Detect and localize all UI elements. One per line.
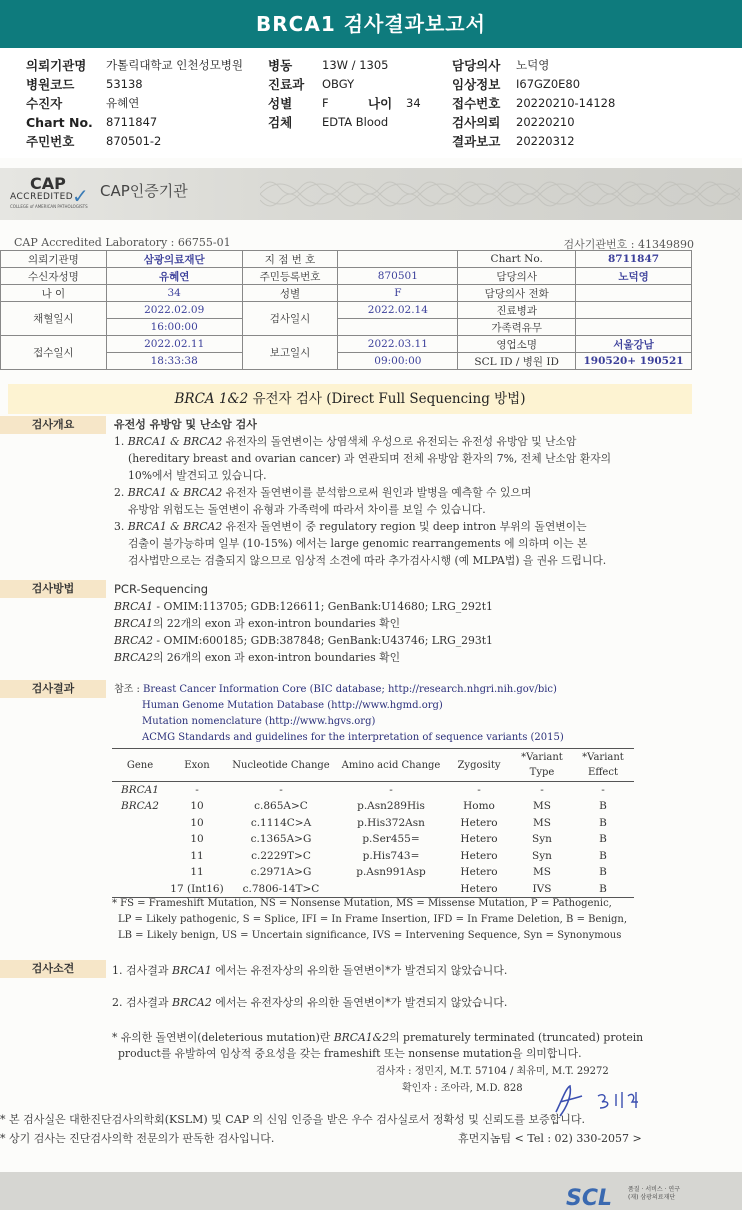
variant-type-cell: MS (533, 800, 551, 813)
info-label: 담당의사 전화 (458, 285, 576, 302)
checkmark-icon: ✓ (72, 184, 89, 208)
overview-body (114, 416, 684, 569)
line-text: 에서는 유전자상의 유의한 돌연변이*가 발견되지 않았습니다. (211, 996, 508, 1009)
info-label: SCL ID / 병원 ID (458, 353, 576, 370)
variant-row (112, 881, 634, 898)
accreditation-note: * 본 검사실은 대한진단검사의학회(KSLM) 및 CAP 의 신임 인증을 받은 우수 검사실로서 정확성 및 신뢰도를 보증합니다. (0, 1113, 586, 1126)
gene-cell (112, 864, 168, 881)
exon-cell: 10 (190, 816, 204, 829)
org-number: 검사기관번호 : 41349890 (563, 238, 694, 251)
info-label: 진료병과 (458, 302, 576, 319)
overview-line: 10%에서 발견되고 있습니다. (128, 469, 267, 482)
header-value: 20220312 (516, 134, 575, 148)
column-header: Exon (168, 749, 226, 782)
opinion-line-2 (112, 994, 682, 1011)
overview-line (114, 433, 684, 450)
exon-cell: 10 (190, 800, 204, 813)
ref-prefix: 참조 : (114, 684, 144, 695)
scl-tagline-line: 품질 · 서비스 · 연구 (628, 1186, 681, 1193)
header-label: 결과보고 (452, 134, 501, 149)
info-value: 2022.03.11 (338, 336, 458, 353)
info-label: 의뢰기관명 (1, 251, 107, 268)
info-row (1, 285, 692, 302)
variant-row (112, 815, 634, 832)
info-value: 870501 (338, 268, 458, 285)
cap-certified-text: CAP인증기관 (100, 182, 188, 200)
variant-effect-cell: B (599, 816, 607, 829)
method-line (114, 649, 684, 666)
info-value: 09:00:00 (338, 353, 458, 370)
info-label: 성별 (242, 285, 338, 302)
gene-name: BRCA2 (172, 996, 212, 1009)
line-text: 2. 검사결과 (112, 996, 172, 1009)
variant-row (112, 782, 634, 799)
variant-effect-cell: B (599, 849, 607, 862)
nucleotide-cell: c.2971A>G (250, 866, 312, 879)
header-row (0, 132, 742, 151)
info-value: 삼광의료재단 (106, 251, 242, 268)
variant-row (112, 831, 634, 848)
info-label: 지 점 번 호 (242, 251, 338, 268)
exon-cell: - (195, 784, 199, 796)
guilloche-pattern (260, 172, 740, 216)
nucleotide-cell: - (279, 784, 283, 796)
info-value: 2022.02.09 (106, 302, 242, 319)
specialist-note: * 상기 검사는 진단검사의학 전문의가 판독한 검사입니다. (0, 1132, 275, 1145)
nucleotide-cell: c.1365A>G (250, 833, 312, 846)
age-value: 34 (406, 96, 421, 110)
abbreviation-footnote (112, 896, 632, 944)
nucleotide-cell: c.865A>C (254, 800, 308, 813)
column-header: Amino acid Change (336, 749, 446, 782)
header-label: 병동 (268, 58, 293, 73)
overview-line: 검사법만으로는 검출되지 않으므로 임상적 소견에 따라 추가검사시행 (예 MLPA법) 을 권유 드립니다. (128, 554, 607, 567)
line-text: 의 26개의 exon 과 exon-intron boundaries 확인 (153, 651, 400, 664)
header-row (0, 75, 742, 94)
column-header: *Variant Type (512, 749, 572, 782)
info-value: 유혜연 (106, 268, 242, 285)
variant-row (112, 864, 634, 881)
header-value: 가톨릭대학교 인천성모병원 (106, 58, 243, 72)
overview-heading: 유전성 유방암 및 난소암 검사 (114, 418, 257, 431)
cap-logo (10, 174, 94, 214)
header-label: 검체 (268, 115, 293, 130)
gene-cell (112, 815, 168, 832)
line-text: 1. 검사결과 (112, 964, 172, 977)
header-value: 870501-2 (106, 134, 162, 148)
header-row (0, 56, 742, 75)
line-text: 의 prematurely terminated (truncated) protein (389, 1031, 644, 1044)
info-value: 2022.02.14 (338, 302, 458, 319)
references (114, 682, 684, 746)
info-label: 담당의사 (458, 268, 576, 285)
cap-logo-text: CAP (30, 174, 66, 193)
variant-type-cell: Syn (532, 833, 552, 846)
variant-type-cell: MS (533, 816, 551, 829)
line-text: 유전자의 돌연변이는 상염색체 우성으로 유전되는 유전성 유방암 및 난소암 (222, 435, 577, 448)
method-line (114, 615, 684, 632)
info-value: 34 (106, 285, 242, 302)
column-header: Zygosity (446, 749, 512, 782)
info-value: 2022.02.11 (106, 336, 242, 353)
test-title-genes: BRCA 1&2 (174, 391, 249, 407)
zygosity-cell: - (477, 784, 481, 796)
amino-acid-cell: - (389, 784, 393, 796)
section-label-opinion: 검사소견 (0, 960, 106, 978)
overview-line (114, 484, 684, 501)
header-value: 노덕영 (516, 58, 550, 72)
gene-name: BRCA1 & BRCA2 (127, 435, 223, 448)
reference-line: Human Genome Mutation Database (http://www.hgmd.org) (142, 700, 443, 711)
info-label: 접수일시 (1, 336, 107, 370)
gene-name: BRCA1 & BRCA2 (127, 520, 223, 533)
info-label: 검사일시 (242, 302, 338, 336)
info-value: 16:00:00 (106, 319, 242, 336)
info-value: F (338, 285, 458, 302)
opinion-line-1 (112, 962, 682, 979)
amino-acid-cell (336, 881, 446, 898)
gene-name: BRCA1&2 (333, 1031, 390, 1044)
section-label-overview: 검사개요 (0, 416, 106, 434)
header-value: 20220210-14128 (516, 96, 616, 110)
info-value: 18:33:38 (106, 353, 242, 370)
gene-name: BRCA1 & BRCA2 (127, 486, 223, 499)
cap-lab-number: CAP Accredited Laboratory : 66755-01 (14, 236, 231, 249)
zygosity-cell: Hetero (460, 833, 498, 846)
test-title (8, 384, 692, 414)
info-label: 채혈일시 (1, 302, 107, 336)
info-value (338, 251, 458, 268)
variant-effect-cell: B (599, 866, 607, 879)
list-number: 2. (114, 486, 128, 499)
header-label: 수진자 (26, 96, 63, 111)
header-value: 유혜연 (106, 96, 140, 110)
reference-line: ACMG Standards and guidelines for the interpretation of sequence variants (2015) (142, 732, 564, 743)
gene-cell (112, 848, 168, 865)
header-value: I67GZ0E80 (516, 77, 581, 91)
variant-type-cell: - (540, 784, 544, 796)
cap-logo-small: COLLEGE of AMERICAN PATHOLOGISTS (10, 204, 88, 209)
zygosity-cell: Hetero (460, 866, 498, 879)
info-row (1, 268, 692, 285)
info-label: 보고일시 (242, 336, 338, 370)
reference-line (114, 682, 684, 698)
tester-line: 검사자 : 정민지, M.T. 57104 / 최유미, M.T. 29272 (376, 1066, 609, 1077)
report-title: BRCA1 검사결과보고서 (0, 0, 742, 48)
scanned-report (0, 158, 742, 1210)
gene-name: BRCA1 (114, 600, 153, 613)
column-header: Nucleotide Change (226, 749, 336, 782)
info-value: 노덕영 (576, 268, 692, 285)
header-label: 접수번호 (452, 96, 501, 111)
info-value (576, 302, 692, 319)
footnote-line: LB = Likely benign, US = Uncertain significance, IVS = Intervening Sequence, Syn = Synonymous (118, 930, 622, 941)
header-label: Chart No. (26, 115, 93, 130)
header-label: 병원코드 (26, 77, 75, 92)
note-line (112, 1030, 682, 1046)
header-value: F (322, 96, 329, 110)
amino-acid-cell: p.Ser455= (362, 833, 420, 846)
line-text: - OMIM:113705; GDB:126611; GenBank:U14680; LRG_292t1 (153, 600, 493, 613)
variant-type-cell: Syn (532, 849, 552, 862)
footnote-line: * FS = Frameshift Mutation, NS = Nonsense Mutation, MS = Missense Mutation, P = Pathogenic, (112, 898, 612, 909)
test-title-method: 유전자 검사 (Direct Full Sequencing 방법) (248, 391, 526, 407)
zygosity-cell: Hetero (460, 816, 498, 829)
gene-name: BRCA2 (114, 651, 153, 664)
header-label: 성별 (268, 96, 293, 111)
header-value: EDTA Blood (322, 115, 389, 129)
age-label: 나이 (368, 96, 393, 111)
header-row (0, 94, 742, 113)
overview-line: (hereditary breast and ovarian cancer) 과 연관되며 전체 유방암 환자의 7%, 전체 난소암 환자의 (128, 452, 612, 465)
ref-text: Breast Cancer Information Core (BIC database; http://research.nhgri.nih.gov/bic) (143, 684, 557, 695)
variant-type-cell: IVS (512, 881, 572, 898)
exon-cell: 11 (190, 866, 204, 879)
variant-effect-cell: B (572, 881, 634, 898)
info-value: 190520+ 190521 (576, 353, 692, 370)
section-label-results: 검사결과 (0, 680, 106, 698)
note-line: product를 유발하여 임상적 중요성을 갖는 frameshift 또는 nonsense mutation을 의미합니다. (118, 1047, 582, 1060)
column-header: Gene (112, 749, 168, 782)
nucleotide-cell: c.2229T>C (251, 849, 311, 862)
header-value: OBGY (322, 77, 355, 91)
header-label: 주민번호 (26, 134, 75, 149)
line-text: 유전자 돌연변이 중 regulatory region 및 deep intron 부위의 돌연변이는 (222, 520, 587, 533)
header-value: 13W / 1305 (322, 58, 389, 72)
amino-acid-cell: p.His743= (362, 849, 420, 862)
variant-row (112, 848, 634, 865)
info-row (1, 251, 692, 268)
header-value: 20220210 (516, 115, 575, 129)
contact-line: 휴먼지놈팀 < Tel : 02) 330-2057 > (458, 1132, 642, 1145)
cap-band (0, 168, 742, 220)
scl-tagline-line: (재) 삼광의료재단 (628, 1194, 676, 1201)
info-label: Chart No. (458, 251, 576, 268)
lab-accreditation-line (14, 236, 694, 249)
variant-effect-cell: B (599, 800, 607, 813)
gene-cell (112, 881, 168, 898)
opinion-note (112, 1030, 682, 1062)
line-text: - OMIM:600185; GDB:387848; GenBank:U43746; LRG_293t1 (153, 634, 493, 647)
patient-info-table (0, 250, 692, 370)
variant-table (112, 748, 634, 898)
gene-cell: BRCA1 (121, 784, 159, 796)
variant-row (112, 798, 634, 815)
zygosity-cell: Homo (463, 800, 495, 813)
variant-type-cell: MS (533, 866, 551, 879)
reference-line: Mutation nomenclature (http://www.hgvs.org) (142, 716, 376, 727)
info-value (576, 319, 692, 336)
info-row (1, 336, 692, 353)
header-label: 검사의뢰 (452, 115, 501, 130)
overview-line: 유방암 위험도는 돌연변이 유형과 가족력에 따라서 차이를 보일 수 있습니다. (128, 503, 486, 516)
method-line (114, 598, 684, 615)
info-label: 주민등록번호 (242, 268, 338, 285)
nucleotide-cell: c.1114C>A (250, 816, 312, 829)
info-value (338, 319, 458, 336)
gene-name: BRCA2 (114, 634, 153, 647)
zygosity-cell: Hetero (446, 881, 512, 898)
variant-effect-cell: B (599, 833, 607, 846)
header-value: 8711847 (106, 115, 158, 129)
info-label: 수신자성명 (1, 268, 107, 285)
exon-cell: 17 (Int16) (168, 881, 226, 898)
header-label: 의뢰기관명 (26, 58, 87, 73)
gene-cell (112, 831, 168, 848)
footnote-line: LP = Likely pathogenic, S = Splice, IFI = In Frame Insertion, IFD = In Frame Deletion, B = Benign, (118, 914, 628, 925)
header-value: 53138 (106, 77, 143, 91)
amino-acid-cell: p.Asn991Asp (356, 866, 426, 879)
cap-accredited-text: ACCREDITED (10, 192, 74, 202)
method-heading: PCR-Sequencing (114, 582, 209, 596)
gene-name: BRCA1 (172, 964, 212, 977)
exon-cell: 10 (190, 833, 204, 846)
method-body (114, 581, 684, 666)
list-number: 3. (114, 520, 128, 533)
info-value: 8711847 (576, 251, 692, 268)
exon-cell: 11 (190, 849, 204, 862)
line-text: 유전자 돌연변이를 분석함으로써 원인과 발병을 예측할 수 있으며 (222, 486, 532, 499)
report-header (0, 56, 742, 152)
zygosity-cell: Hetero (460, 849, 498, 862)
overview-line: 검출이 불가능하며 일부 (10-15%) 에서는 large genomic rearrangements 에 의하며 이는 본 (128, 537, 588, 550)
footer-band (0, 1172, 742, 1210)
confirmer-line: 확인자 : 조아라, M.D. 828 (402, 1083, 523, 1094)
gene-name: BRCA1 (114, 617, 153, 630)
line-text: * 유의한 돌연변이(deleterious mutation)란 (112, 1031, 334, 1044)
amino-acid-cell: p.Asn289His (357, 800, 425, 813)
section-label-method: 검사방법 (0, 580, 106, 598)
scl-tagline (628, 1186, 680, 1202)
info-value (576, 285, 692, 302)
variant-header-row (112, 749, 634, 782)
overview-line (114, 518, 684, 535)
info-label: 나 이 (1, 285, 107, 302)
header-label: 진료과 (268, 77, 305, 92)
gene-cell: BRCA2 (121, 800, 159, 813)
column-header: *Variant Effect (572, 749, 634, 782)
info-row (1, 302, 692, 319)
header-label: 담당의사 (452, 58, 501, 73)
scl-logo: SCL (566, 1186, 613, 1210)
line-text: 에서는 유전자상의 유의한 돌연변이*가 발견되지 않았습니다. (211, 964, 508, 977)
list-number: 1. (114, 435, 128, 448)
header-row (0, 113, 742, 132)
line-text: 의 22개의 exon 과 exon-intron boundaries 확인 (153, 617, 400, 630)
info-label: 영업소명 (458, 336, 576, 353)
nucleotide-cell: c.7806-14T>C (226, 881, 336, 898)
info-label: 가족력유무 (458, 319, 576, 336)
variant-effect-cell: - (601, 784, 605, 796)
amino-acid-cell: p.His372Asn (357, 816, 425, 829)
info-value: 서울강남 (576, 336, 692, 353)
header-label: 임상정보 (452, 77, 501, 92)
method-line (114, 632, 684, 649)
